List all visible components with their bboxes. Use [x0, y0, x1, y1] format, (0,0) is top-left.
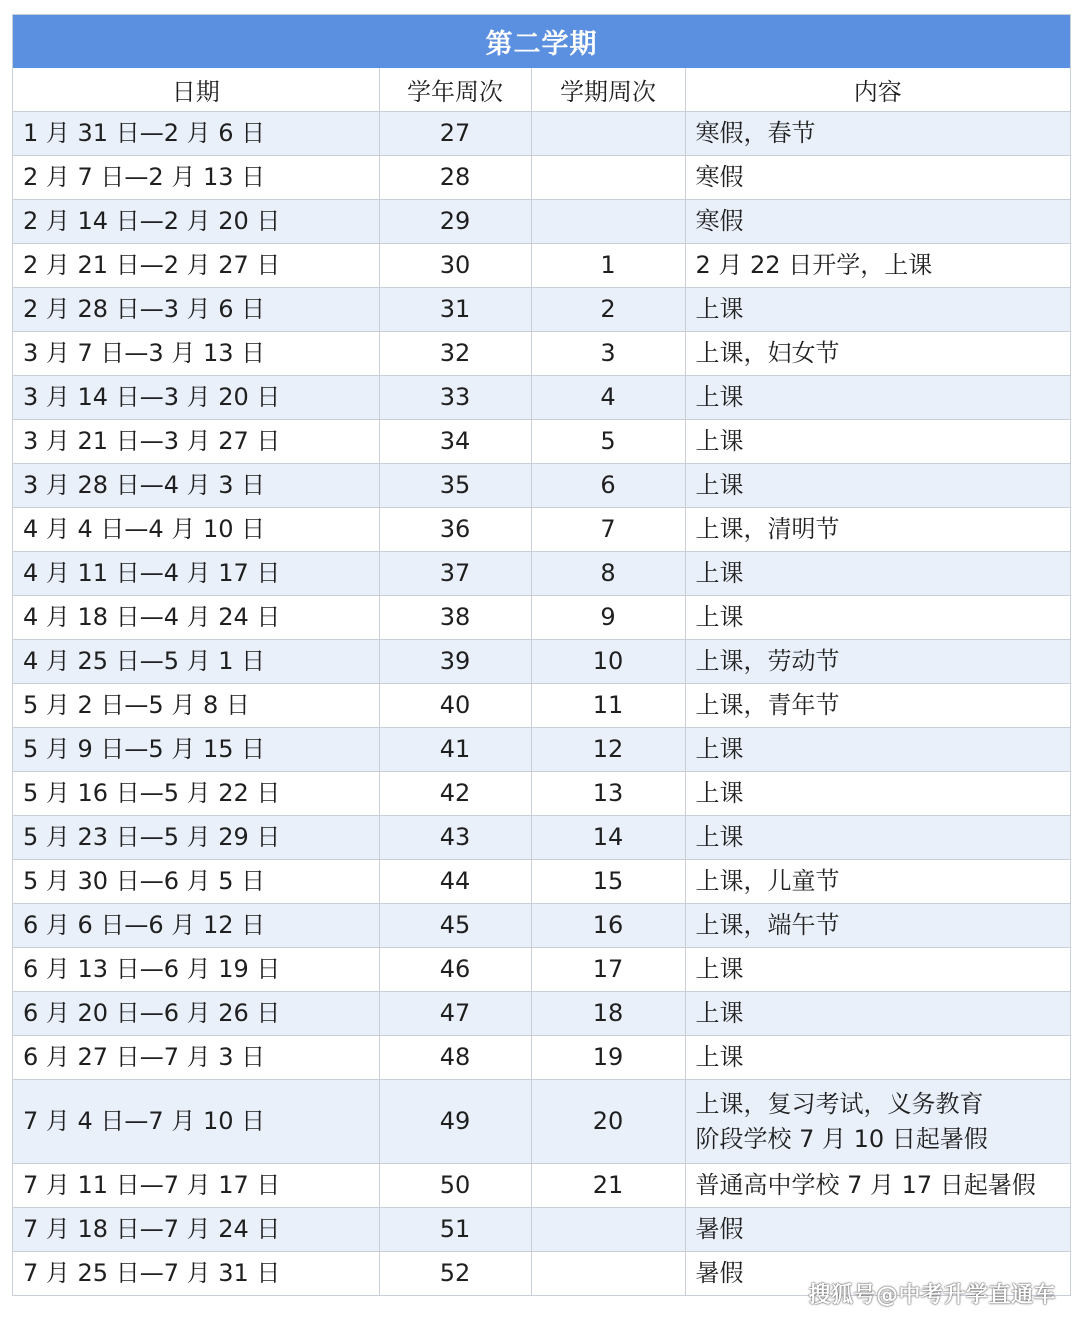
- date-cell: 6 月 27 日—7 月 3 日: [13, 1036, 379, 1080]
- term-week-cell: 8: [531, 552, 685, 596]
- year-week-cell: 28: [379, 156, 531, 200]
- content-cell: 上课，清明节: [685, 508, 1070, 552]
- content-cell: 上课: [685, 420, 1070, 464]
- year-week-cell: 34: [379, 420, 531, 464]
- term-week-cell: 10: [531, 640, 685, 684]
- year-week-cell: 43: [379, 816, 531, 860]
- term-week-cell: 19: [531, 1036, 685, 1080]
- term-week-cell: 12: [531, 728, 685, 772]
- term-week-cell: 18: [531, 992, 685, 1036]
- table-row: [13, 684, 1070, 728]
- table-row: [13, 420, 1070, 464]
- year-week-cell: 30: [379, 244, 531, 288]
- content-cell: [685, 1080, 1070, 1164]
- year-week-cell: 48: [379, 1036, 531, 1080]
- year-week-cell: 44: [379, 860, 531, 904]
- term-week-cell: 6: [531, 464, 685, 508]
- table-row: [13, 640, 1070, 684]
- content-cell: 上课，儿童节: [685, 860, 1070, 904]
- year-week-cell: 40: [379, 684, 531, 728]
- term-week-cell: [531, 1208, 685, 1252]
- table-row: [13, 552, 1070, 596]
- year-week-cell: 37: [379, 552, 531, 596]
- date-cell: 5 月 9 日—5 月 15 日: [13, 728, 379, 772]
- table-row: [13, 376, 1070, 420]
- header-content: 内容: [685, 68, 1070, 112]
- term-week-cell: [531, 112, 685, 156]
- content-cell: 上课: [685, 288, 1070, 332]
- date-cell: 6 月 6 日—6 月 12 日: [13, 904, 379, 948]
- date-cell: 7 月 4 日—7 月 10 日: [13, 1080, 379, 1164]
- table-row: [13, 332, 1070, 376]
- term-week-cell: 7: [531, 508, 685, 552]
- table-row: [13, 904, 1070, 948]
- year-week-cell: 32: [379, 332, 531, 376]
- date-cell: 5 月 2 日—5 月 8 日: [13, 684, 379, 728]
- year-week-cell: 33: [379, 376, 531, 420]
- date-cell: 7 月 18 日—7 月 24 日: [13, 1208, 379, 1252]
- table-row: [13, 112, 1070, 156]
- table-row: [13, 156, 1070, 200]
- table-row: [13, 728, 1070, 772]
- term-week-cell: 2: [531, 288, 685, 332]
- content-cell: 上课: [685, 596, 1070, 640]
- watermark: 搜狐号@中考升学直通车: [808, 1283, 1056, 1308]
- table-row: [13, 772, 1070, 816]
- term-week-cell: 14: [531, 816, 685, 860]
- term-week-cell: 20: [531, 1080, 685, 1164]
- date-cell: 4 月 4 日—4 月 10 日: [13, 508, 379, 552]
- term-week-cell: 16: [531, 904, 685, 948]
- year-week-cell: 46: [379, 948, 531, 992]
- date-cell: 2 月 21 日—2 月 27 日: [13, 244, 379, 288]
- header-year-week: 学年周次: [379, 68, 531, 112]
- content-cell: 上课，妇女节: [685, 332, 1070, 376]
- content-cell: 暑假: [685, 1208, 1070, 1252]
- year-week-cell: 50: [379, 1164, 531, 1208]
- content-cell: 上课: [685, 992, 1070, 1036]
- date-cell: 3 月 21 日—3 月 27 日: [13, 420, 379, 464]
- term-week-cell: 21: [531, 1164, 685, 1208]
- year-week-cell: 45: [379, 904, 531, 948]
- table-row: [13, 244, 1070, 288]
- table-row: [13, 948, 1070, 992]
- content-cell: 上课，劳动节: [685, 640, 1070, 684]
- date-cell: 2 月 14 日—2 月 20 日: [13, 200, 379, 244]
- table-row: [13, 860, 1070, 904]
- schedule-grid: [13, 68, 1070, 1295]
- date-cell: 3 月 14 日—3 月 20 日: [13, 376, 379, 420]
- header-row: [13, 68, 1070, 112]
- table-row: [13, 508, 1070, 552]
- term-week-cell: [531, 1252, 685, 1296]
- year-week-cell: 52: [379, 1252, 531, 1296]
- term-week-cell: 15: [531, 860, 685, 904]
- term-week-cell: 1: [531, 244, 685, 288]
- content-cell: 寒假，春节: [685, 112, 1070, 156]
- content-cell: 上课: [685, 464, 1070, 508]
- header-term-week: 学期周次: [531, 68, 685, 112]
- content-cell: 上课: [685, 552, 1070, 596]
- content-line: 阶段学校 7 月 10 日起暑假: [695, 1124, 988, 1153]
- term-week-cell: [531, 156, 685, 200]
- year-week-cell: 39: [379, 640, 531, 684]
- date-cell: 3 月 7 日—3 月 13 日: [13, 332, 379, 376]
- content-cell: 寒假: [685, 200, 1070, 244]
- year-week-cell: 47: [379, 992, 531, 1036]
- table-row: [13, 200, 1070, 244]
- content-cell: 上课，青年节: [685, 684, 1070, 728]
- date-cell: 5 月 30 日—6 月 5 日: [13, 860, 379, 904]
- table-row: [13, 1208, 1070, 1252]
- term-week-cell: 3: [531, 332, 685, 376]
- content-cell: 上课: [685, 816, 1070, 860]
- date-cell: 1 月 31 日—2 月 6 日: [13, 112, 379, 156]
- table-row: [13, 288, 1070, 332]
- date-cell: 5 月 16 日—5 月 22 日: [13, 772, 379, 816]
- date-cell: 7 月 11 日—7 月 17 日: [13, 1164, 379, 1208]
- year-week-cell: 36: [379, 508, 531, 552]
- content-cell: 上课: [685, 728, 1070, 772]
- year-week-cell: 31: [379, 288, 531, 332]
- year-week-cell: 38: [379, 596, 531, 640]
- table-row: [13, 596, 1070, 640]
- year-week-cell: 41: [379, 728, 531, 772]
- table-row: [13, 464, 1070, 508]
- date-cell: 4 月 11 日—4 月 17 日: [13, 552, 379, 596]
- content-cell: 暑假: [685, 1252, 1070, 1296]
- term-week-cell: 4: [531, 376, 685, 420]
- year-week-cell: 27: [379, 112, 531, 156]
- table-row: [13, 1164, 1070, 1208]
- table-row: [13, 816, 1070, 860]
- content-cell: 寒假: [685, 156, 1070, 200]
- content-cell: 普通高中学校 7 月 17 日起暑假: [685, 1164, 1070, 1208]
- term-week-cell: 5: [531, 420, 685, 464]
- content-cell: 上课，端午节: [685, 904, 1070, 948]
- date-cell: 7 月 25 日—7 月 31 日: [13, 1252, 379, 1296]
- content-cell: 上课: [685, 772, 1070, 816]
- date-cell: 2 月 7 日—2 月 13 日: [13, 156, 379, 200]
- term-week-cell: 11: [531, 684, 685, 728]
- year-week-cell: 51: [379, 1208, 531, 1252]
- date-cell: 5 月 23 日—5 月 29 日: [13, 816, 379, 860]
- content-cell: 2 月 22 日开学，上课: [685, 244, 1070, 288]
- content-cell: 上课: [685, 1036, 1070, 1080]
- term-week-cell: 9: [531, 596, 685, 640]
- term-week-cell: 17: [531, 948, 685, 992]
- content-cell: 上课: [685, 376, 1070, 420]
- term-week-cell: 13: [531, 772, 685, 816]
- table-row: [13, 1036, 1070, 1080]
- year-week-cell: 42: [379, 772, 531, 816]
- table-row: [13, 1080, 1070, 1164]
- term-week-cell: [531, 200, 685, 244]
- header-date: 日期: [13, 68, 379, 112]
- content-line: 上课，复习考试，义务教育: [695, 1089, 984, 1118]
- date-cell: 6 月 13 日—6 月 19 日: [13, 948, 379, 992]
- date-cell: 4 月 25 日—5 月 1 日: [13, 640, 379, 684]
- date-cell: 4 月 18 日—4 月 24 日: [13, 596, 379, 640]
- year-week-cell: 49: [379, 1080, 531, 1164]
- date-cell: 6 月 20 日—6 月 26 日: [13, 992, 379, 1036]
- year-week-cell: 29: [379, 200, 531, 244]
- content-cell: 上课: [685, 948, 1070, 992]
- date-cell: 3 月 28 日—4 月 3 日: [13, 464, 379, 508]
- schedule-table: [12, 14, 1071, 1296]
- year-week-cell: 35: [379, 464, 531, 508]
- date-cell: 2 月 28 日—3 月 6 日: [13, 288, 379, 332]
- table-title: 第二学期: [13, 15, 1070, 68]
- table-row: [13, 992, 1070, 1036]
